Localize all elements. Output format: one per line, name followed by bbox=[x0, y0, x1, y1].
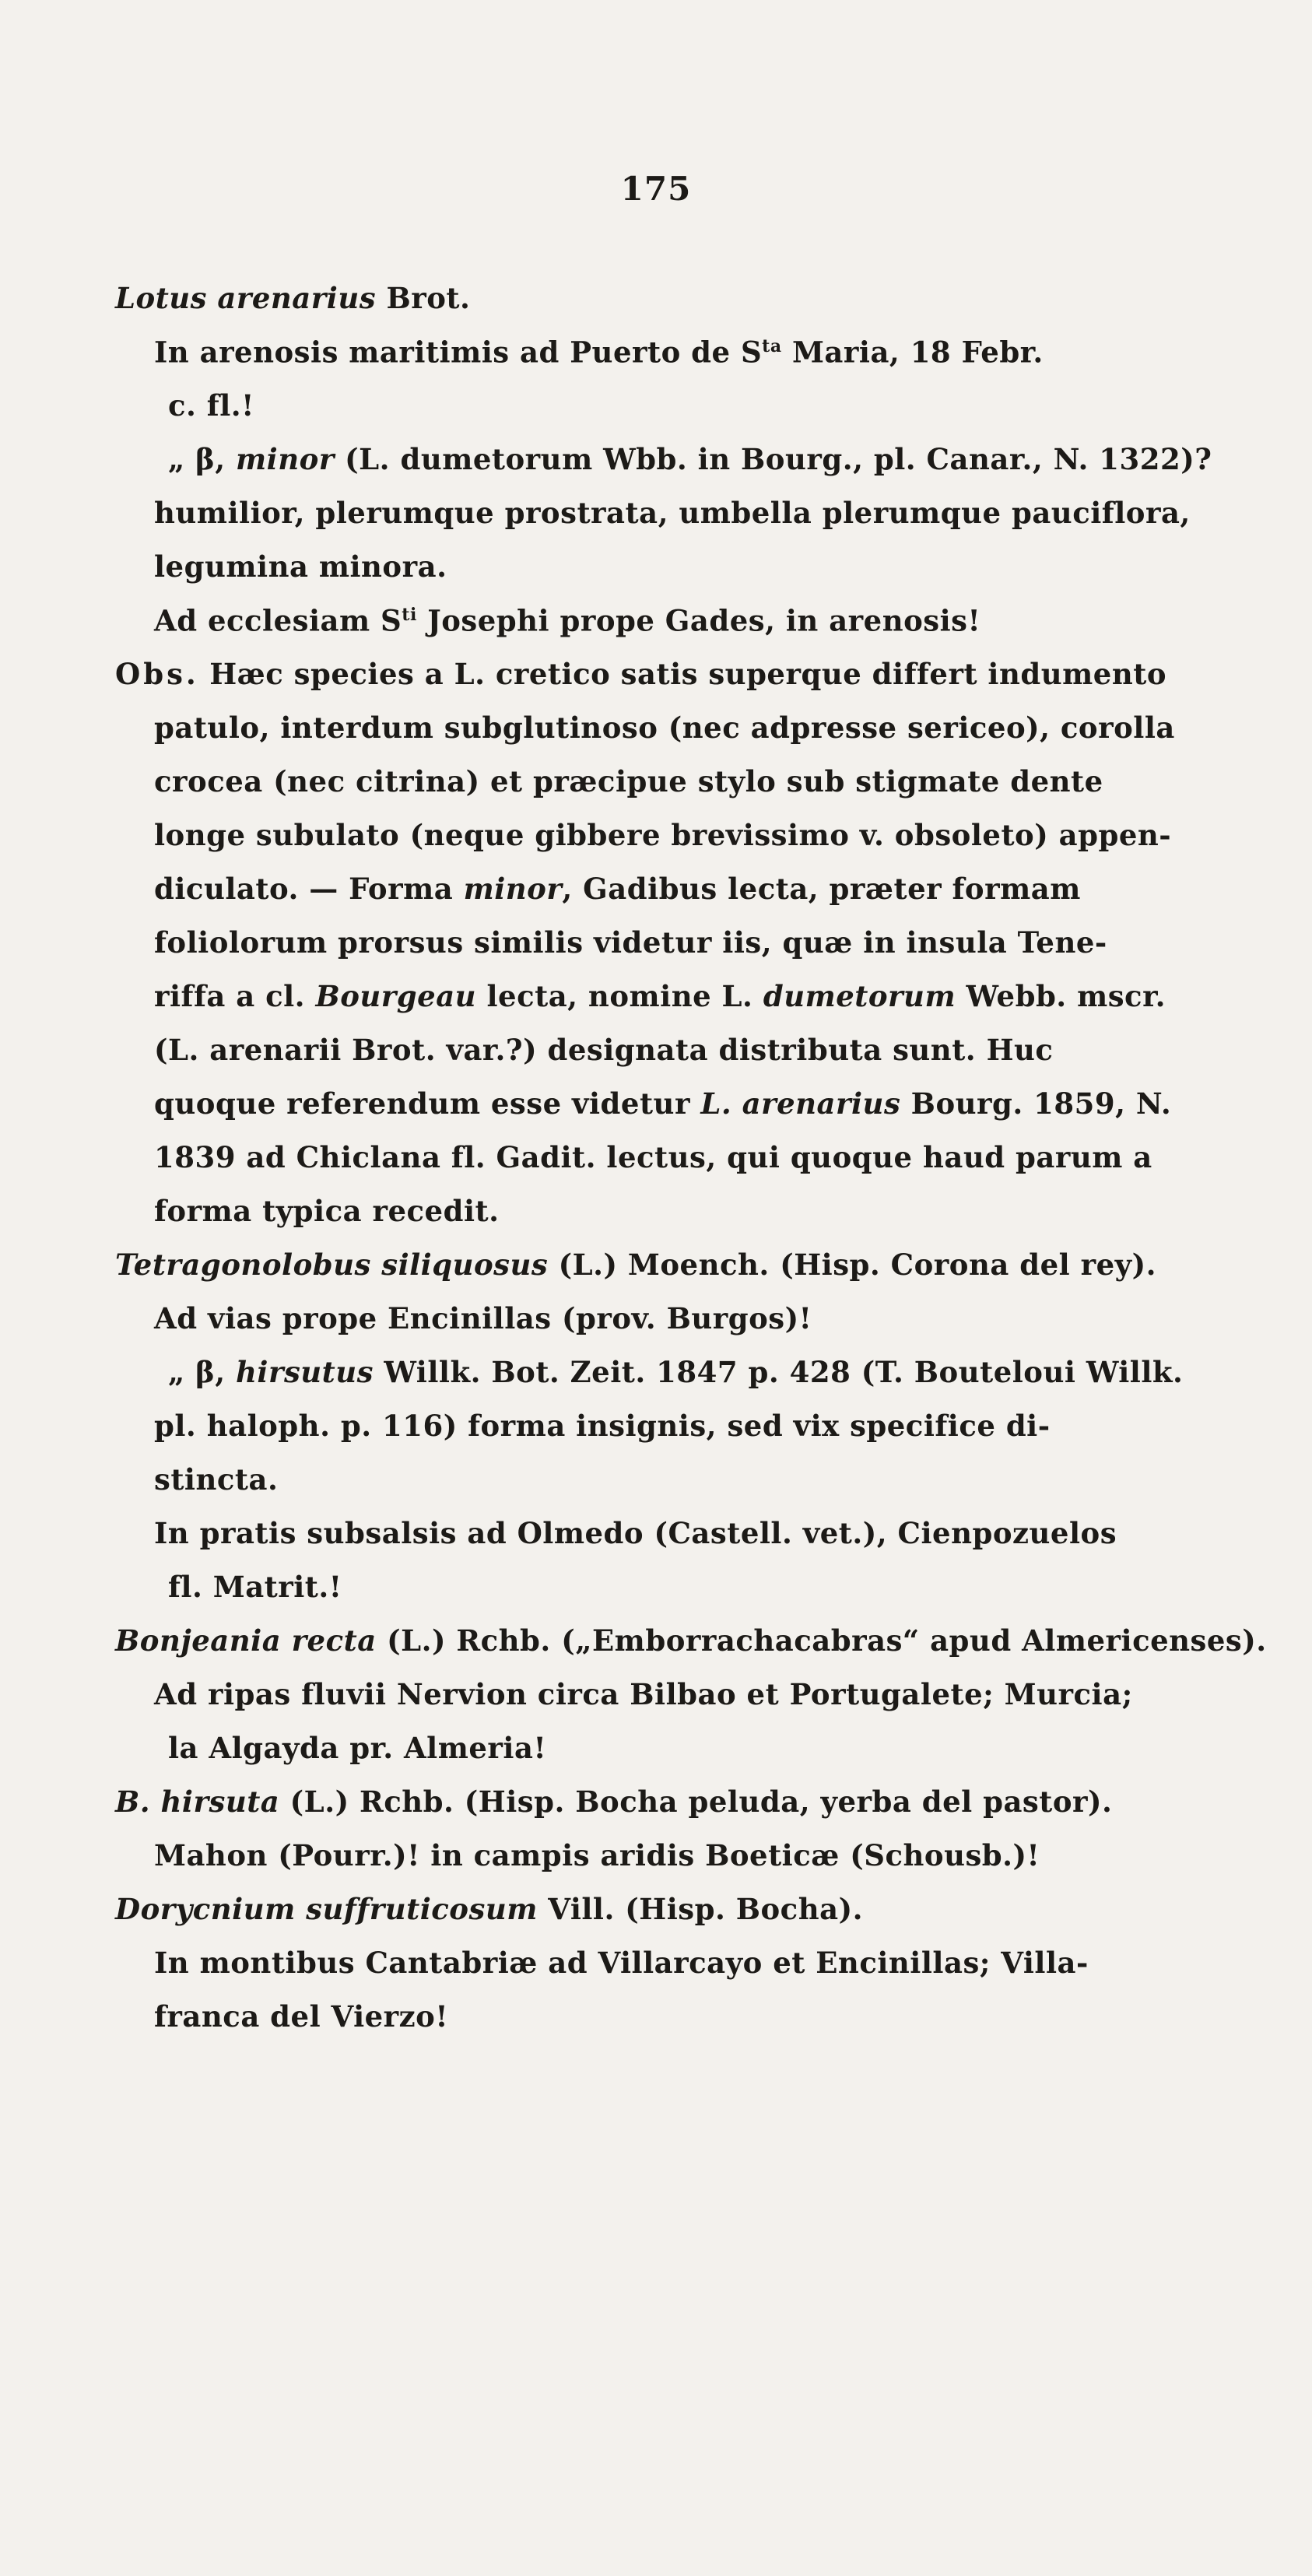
text-line: c. fl.! bbox=[168, 388, 254, 423]
text-line: fl. Matrit.! bbox=[168, 1570, 342, 1604]
text-line: crocea (nec citrina) et præcipue stylo sub stigmate dente bbox=[154, 764, 1103, 798]
locality-line: Ad ecclesiam $S^{ti}$ Josephi prope Gades, in arenosis! bbox=[154, 603, 981, 638]
species-heading bbox=[115, 1623, 1267, 1658]
locality-line: Ad vias prope Encinillas (prov. Burgos)! bbox=[154, 1301, 812, 1335]
text-line: humilior, plerumque prostrata, umbella plerumque pauciflora, bbox=[154, 496, 1191, 530]
text-line: stincta. bbox=[154, 1462, 279, 1497]
locality-line: In arenosis maritimis ad Puerto de $S^{ta}$ Maria, 18 Febr. bbox=[154, 335, 1044, 370]
text-line: quoque referendum esse videtur L. arenarius Bourg. 1859, N. bbox=[154, 1086, 1172, 1121]
species-heading bbox=[115, 1248, 1157, 1282]
text-line: diculato. — Forma minor, Gadibus lecta, præter formam bbox=[154, 872, 1081, 906]
text-line: patulo, interdum subglutinoso (nec adpresse sericeo), corolla bbox=[154, 711, 1175, 745]
species-authority: (L.) Rchb. (Hisp. Bocha peluda, yerba del pastor). bbox=[279, 1785, 1113, 1819]
text-line: franca del Vierzo! bbox=[154, 1999, 449, 2034]
species-heading bbox=[115, 1785, 1113, 1819]
species-authority: Brot. bbox=[376, 281, 471, 315]
page-number: 175 bbox=[620, 170, 692, 208]
observation-heading: Obs. Hæc species a L. cretico satis superque differt indumento bbox=[115, 657, 1167, 691]
locality-line: In montibus Cantabriæ ad Villarcayo et Encinillas; Villa- bbox=[154, 1946, 1089, 1980]
species-heading bbox=[115, 281, 471, 315]
variety-heading: „ β, hirsutus Willk. Bot. Zeit. 1847 p. 428 (T. Bouteloui Willk. bbox=[168, 1355, 1184, 1389]
obs-label: Obs. bbox=[115, 657, 199, 691]
text-line: 1839 ad Chiclana fl. Gadit. lectus, qui quoque haud parum a bbox=[154, 1140, 1152, 1174]
text-line: foliolorum prorsus similis videtur iis, quæ in insula Tene- bbox=[154, 925, 1107, 960]
species-heading bbox=[115, 1892, 863, 1926]
species-authority: (L.) Moench. (Hisp. Corona del rey). bbox=[548, 1248, 1157, 1282]
text-line: legumina minora. bbox=[154, 549, 447, 584]
text-line: (L. arenarii Brot. var.?) designata distributa sunt. Huc bbox=[154, 1033, 1054, 1067]
text-line: longe subulato (neque gibbere brevissimo v. obsoleto) appen- bbox=[154, 818, 1172, 852]
text-line: la Algayda pr. Almeria! bbox=[168, 1731, 547, 1765]
species-name: Dorycnium suffruticosum bbox=[115, 1892, 538, 1926]
variety-heading: „ β, minor (L. dumetorum Wbb. in Bourg., pl. Canar., N. 1322)? bbox=[168, 442, 1212, 476]
species-name: B. hirsuta bbox=[115, 1785, 280, 1819]
locality-line: In pratis subsalsis ad Olmedo (Castell. vet.), Cienpozuelos bbox=[154, 1516, 1117, 1550]
text-line: riffa a cl. Bourgeau lecta, nomine L. dumetorum Webb. mscr. bbox=[154, 979, 1166, 1013]
species-authority: (L.) Rchb. („Emborrachacabras“ apud Almericenses). bbox=[376, 1623, 1267, 1658]
locality-line: Mahon (Pourr.)! in campis aridis Boeticæ (Schousb.)! bbox=[154, 1838, 1040, 1872]
locality-line: Ad ripas fluvii Nervion circa Bilbao et Portugalete; Murcia; bbox=[154, 1677, 1133, 1711]
species-name: Lotus arenarius bbox=[115, 281, 377, 315]
species-authority: Vill. (Hisp. Bocha). bbox=[537, 1892, 863, 1926]
species-name: Tetragonolobus siliquosus bbox=[115, 1248, 549, 1282]
text-line: pl. haloph. p. 116) forma insignis, sed vix specifice di- bbox=[154, 1409, 1051, 1443]
species-name: Bonjeania recta bbox=[115, 1623, 377, 1658]
text-line: forma typica recedit. bbox=[154, 1194, 500, 1228]
